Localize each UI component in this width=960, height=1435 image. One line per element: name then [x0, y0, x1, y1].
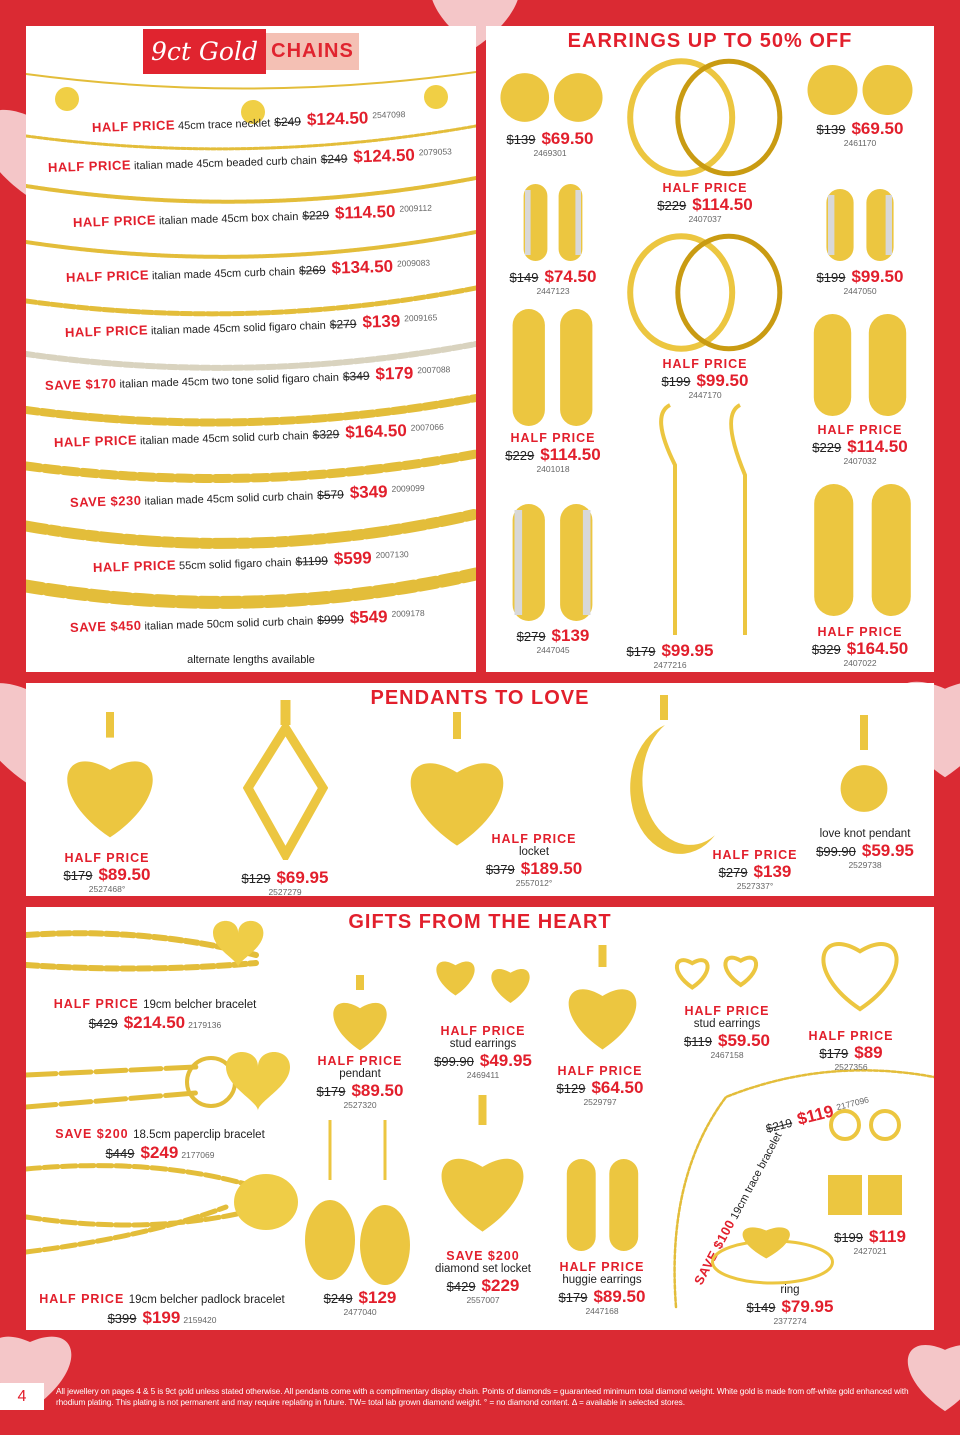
price-row	[25, 1013, 285, 1033]
footer-disclaimer: All jewellery on pages 4 & 5 is 9ct gold unless stated otherwise. All pendants come with a complimentary display chain. Points of diamonds = guaranteed minimum total diamond weight. White gold is made from off-white gold enhanced with rhodium plating. This plating is not permanent and may require replating in future. TW= total lab grown diamond weight. ° = no diamond content. Δ = available in selected stores.	[56, 1386, 909, 1408]
promo-tag: HALF PRICE	[684, 1004, 770, 1018]
promo-tag: HALF PRICE	[817, 423, 903, 437]
promo-tag: HALF PRICE	[662, 357, 748, 371]
product-image[interactable]	[805, 65, 915, 115]
sku-number: 2477040	[343, 1306, 377, 1317]
item-description: italian made 45cm curb chain	[151, 265, 296, 283]
item-description: italian made 50cm solid curb chain	[144, 615, 314, 633]
sale-price: $349	[349, 482, 388, 503]
sku-number: 2547098	[372, 109, 406, 121]
sale-price: $79.95	[781, 1296, 834, 1316]
original-price: $349	[342, 368, 370, 384]
price-row	[770, 639, 950, 659]
item-description: stud earrings	[449, 1038, 517, 1050]
original-price: $229	[505, 448, 535, 463]
earrings-product[interactable]	[463, 431, 643, 474]
sale-price: $59.50	[717, 1030, 770, 1050]
sku-number: 2007066	[410, 421, 444, 433]
promo-tag: HALF PRICE	[53, 432, 138, 450]
price-row	[17, 865, 197, 885]
original-price: $99.90	[816, 843, 856, 859]
product-image[interactable]	[555, 945, 650, 1055]
product-image[interactable]	[505, 305, 600, 430]
product-image[interactable]	[805, 310, 915, 420]
promo-tag: HALF PRICE	[92, 557, 177, 575]
sale-price: $124.50	[306, 108, 369, 130]
price-row	[615, 371, 795, 391]
original-price: $149	[746, 1299, 776, 1315]
sale-price: $229	[481, 1275, 520, 1295]
price-row	[32, 1308, 292, 1328]
sale-price: $99.95	[661, 641, 714, 660]
product-image[interactable]	[425, 1095, 540, 1245]
necklet-disc	[55, 87, 79, 111]
promo-tag: HALF PRICE	[53, 997, 139, 1011]
price-row	[444, 859, 624, 879]
product-image[interactable]	[820, 185, 900, 265]
sku-number: 2007088	[417, 364, 451, 376]
pendants-product[interactable]	[195, 868, 375, 897]
original-price: $229	[302, 207, 330, 223]
item-description: italian made 45cm solid figaro chain	[150, 319, 326, 338]
item-description: ring	[780, 1284, 800, 1296]
sku-number: 2407037	[688, 213, 722, 224]
earrings-product[interactable]	[615, 357, 795, 400]
sku-number: 2527279	[268, 886, 302, 897]
original-price: $279	[329, 316, 357, 332]
promo-tag: HALF PRICE	[491, 832, 577, 846]
sale-price: $139	[551, 626, 590, 645]
gifts-product[interactable]	[700, 1284, 880, 1326]
sku-number: 2527337°	[736, 880, 774, 891]
product-image[interactable]	[668, 945, 765, 995]
original-price: $179	[626, 644, 656, 659]
promo-tag: SAVE $200	[446, 1249, 520, 1263]
sale-price: $99.50	[851, 267, 904, 286]
sale-price: $59.95	[861, 840, 914, 860]
sale-price: $249	[140, 1142, 179, 1162]
sale-price: $89	[854, 1043, 883, 1062]
product-image[interactable]	[620, 55, 790, 180]
chain-line	[26, 178, 476, 202]
promo-tag: HALF PRICE	[64, 851, 150, 865]
promo-tag: SAVE $170	[44, 375, 117, 393]
price-row	[700, 1297, 880, 1317]
original-price: $279	[718, 865, 748, 880]
item-description: italian made 45cm two tone solid figaro chain	[119, 371, 340, 391]
padlock-bracelet-chain	[26, 1166, 266, 1252]
sale-price: $69.95	[276, 868, 329, 887]
paperclip-bracelet-chain	[26, 1067, 196, 1107]
price-row	[460, 129, 640, 149]
sale-price: $119	[795, 1101, 836, 1129]
sku-number: 2159420	[183, 1314, 217, 1325]
sale-price: $99.50	[696, 371, 749, 390]
sku-number: 2009099	[391, 482, 425, 494]
sku-number: 2447050	[843, 285, 877, 296]
page-number: 4	[0, 1383, 44, 1410]
item-description: huggie earrings	[562, 1274, 642, 1286]
original-price: $179	[63, 868, 93, 883]
original-price: $139	[506, 132, 536, 147]
original-price: $999	[316, 612, 345, 628]
original-price: $249	[323, 1291, 353, 1306]
promo-tag: HALF PRICE	[662, 181, 748, 195]
original-price: $379	[485, 861, 515, 877]
earrings-title: EARRINGS UP TO 50% OFF	[567, 30, 853, 52]
original-price: $219	[764, 1115, 794, 1136]
chains-logo: 9ct Gold	[143, 29, 266, 74]
promo-tag: SAVE $450	[69, 617, 142, 635]
price-row	[761, 1043, 941, 1063]
sale-price: $179	[375, 363, 414, 384]
promo-tag: HALF PRICE	[72, 212, 157, 230]
sku-number: 2447168	[585, 1305, 619, 1316]
promo-tag: HALF PRICE	[557, 1064, 643, 1078]
product-image[interactable]	[820, 1105, 910, 1220]
sku-number: 2401018	[536, 463, 570, 474]
original-price: $399	[107, 1310, 137, 1326]
gifts-product[interactable]	[25, 995, 285, 1033]
promo-tag: HALF PRICE	[91, 117, 176, 135]
original-price: $199	[661, 374, 691, 389]
sale-price: $114.50	[540, 445, 601, 464]
earrings-product[interactable]	[463, 267, 643, 296]
product-image[interactable]	[428, 940, 538, 1015]
product-image[interactable]	[630, 395, 790, 640]
sku-number: 2377274	[773, 1315, 807, 1326]
sale-price: $114.50	[692, 195, 753, 214]
item-description: 19cm trace bracelet	[728, 1130, 785, 1222]
promo-tag: HALF PRICE	[510, 431, 596, 445]
sku-number: 2527468°	[88, 883, 126, 894]
chains-footnote: alternate lengths available	[187, 654, 315, 666]
product-image[interactable]	[243, 700, 328, 860]
price-row	[512, 1287, 692, 1307]
original-price: $269	[298, 262, 326, 278]
original-price: $249	[274, 114, 302, 130]
gifts-product[interactable]	[30, 1125, 290, 1163]
necklet-disc	[424, 85, 448, 109]
gifts-product[interactable]	[512, 1260, 692, 1316]
original-price: $199	[834, 1230, 864, 1245]
sku-number: 2469301	[533, 147, 567, 158]
original-price: $229	[657, 198, 687, 213]
sku-number: 2447123	[536, 285, 570, 296]
item-description: italian made 45cm solid curb chain	[139, 429, 309, 448]
pendants-product[interactable]	[444, 832, 624, 888]
earrings-product[interactable]	[615, 181, 795, 224]
chain-line	[26, 72, 476, 89]
original-price: $1199	[295, 553, 329, 569]
sale-price: $134.50	[331, 256, 394, 278]
price-row	[463, 445, 643, 465]
chain-line	[26, 574, 476, 602]
promo-tag: HALF PRICE	[808, 1029, 894, 1043]
product-image[interactable]	[498, 70, 605, 125]
sku-number: 2529738	[848, 859, 882, 870]
gifts-product[interactable]	[761, 1029, 941, 1072]
sale-price: $114.50	[847, 437, 908, 456]
sku-number: 2079053	[418, 146, 452, 158]
gifts-title: GIFTS FROM THE HEART	[348, 911, 612, 933]
chain-line	[26, 514, 476, 543]
sale-price: $599	[333, 548, 372, 569]
sku-number: 2179136	[188, 1019, 222, 1030]
original-price: $579	[316, 487, 345, 503]
item-description: 45cm trace necklet	[177, 117, 271, 133]
original-price: $429	[88, 1015, 118, 1031]
item-description: stud earrings	[693, 1018, 761, 1030]
original-price: $149	[509, 270, 539, 285]
sale-price: $164.50	[846, 639, 909, 658]
original-price: $199	[816, 270, 846, 285]
sale-price: $64.50	[591, 1078, 644, 1097]
promo-tag: HALF PRICE	[317, 1054, 403, 1068]
pendants-product[interactable]	[17, 851, 197, 894]
sku-number: 2427021	[853, 1245, 887, 1256]
product-image[interactable]	[560, 1155, 645, 1255]
sale-price: $549	[349, 607, 388, 628]
product-image[interactable]	[838, 715, 890, 820]
original-price: $179	[316, 1083, 346, 1099]
sale-price: $49.95	[479, 1050, 532, 1070]
product-image[interactable]	[805, 480, 920, 620]
promo-tag: SAVE $100	[690, 1217, 738, 1288]
sale-price: $124.50	[353, 145, 416, 167]
item-description: 19cm belcher bracelet	[143, 999, 257, 1011]
chains-title: CHAINS	[266, 33, 359, 70]
sale-price: $164.50	[345, 420, 408, 442]
sale-price: $189.50	[520, 858, 583, 878]
product-image[interactable]	[315, 975, 405, 1050]
promo-tag: SAVE $200	[55, 1127, 129, 1141]
original-price: $249	[320, 151, 348, 167]
item-description: love knot pendant	[819, 828, 911, 840]
original-price: $229	[812, 440, 842, 455]
price-row	[580, 641, 760, 661]
sku-number: 2009178	[391, 607, 425, 619]
sku-number: 2529797	[583, 1096, 617, 1107]
price-row	[775, 841, 955, 861]
product-image[interactable]	[620, 230, 790, 355]
chain-line	[26, 288, 476, 314]
padlock-charm	[234, 1174, 298, 1230]
price-row	[270, 1081, 450, 1101]
promo-tag: HALF PRICE	[47, 157, 132, 175]
item-description: italian made 45cm solid curb chain	[144, 490, 314, 508]
pendants-product[interactable]	[775, 828, 955, 870]
sku-number: 2177096	[835, 1094, 870, 1113]
sale-price: $114.50	[334, 201, 396, 223]
chain-line	[26, 398, 476, 423]
sku-number: 2447170	[688, 389, 722, 400]
gifts-product[interactable]	[32, 1290, 292, 1328]
sku-number: 2007130	[375, 549, 409, 561]
promo-tag: HALF PRICE	[440, 1024, 526, 1038]
sale-price: $214.50	[123, 1012, 186, 1032]
item-description: pendant	[339, 1068, 381, 1080]
product-image[interactable]	[805, 915, 915, 1020]
sale-price: $89.50	[351, 1080, 404, 1100]
original-price: $129	[556, 1081, 586, 1096]
sku-number: 2009165	[403, 312, 438, 324]
price-row	[30, 1143, 290, 1163]
price-row	[770, 119, 950, 139]
earrings-product[interactable]	[770, 119, 950, 148]
sku-number: 2557007	[466, 1294, 500, 1305]
original-price: $329	[811, 642, 841, 657]
product-image[interactable]	[505, 500, 600, 625]
earrings-product[interactable]	[770, 267, 950, 296]
original-price: $329	[312, 427, 340, 442]
price-row	[770, 437, 950, 457]
original-price: $179	[819, 1046, 849, 1061]
earrings-product[interactable]	[460, 129, 640, 158]
sku-number: 2461170	[843, 137, 877, 148]
item-description: 18.5cm paperclip bracelet	[133, 1129, 265, 1141]
sku-number: 2407022	[843, 657, 877, 668]
promo-tag: HALF PRICE	[65, 267, 150, 285]
item-description: diamond set locket	[435, 1263, 531, 1275]
sku-number: 2467158	[710, 1049, 744, 1060]
promo-tag: HALF PRICE	[559, 1260, 645, 1274]
original-price: $449	[105, 1145, 135, 1161]
promo-tag: HALF PRICE	[64, 322, 149, 340]
original-price: $279	[516, 629, 546, 644]
product-title-line	[30, 1125, 290, 1143]
promo-tag: SAVE $230	[69, 492, 142, 510]
original-price: $129	[241, 871, 271, 886]
pendants-title: PENDANTS TO LOVE	[370, 687, 590, 709]
sku-number: 2527356	[834, 1061, 868, 1072]
sale-price: $69.50	[851, 119, 904, 138]
product-image[interactable]	[615, 695, 715, 860]
sale-price: $89.50	[98, 865, 151, 884]
item-description: italian made 45cm beaded curb chain	[133, 154, 317, 173]
sku-number: 2009112	[399, 202, 432, 214]
sale-price: $139	[362, 311, 401, 332]
sku-number: 2469411	[466, 1069, 500, 1080]
original-price: $179	[558, 1289, 588, 1305]
original-price: $119	[684, 1033, 712, 1049]
sku-number: 2447045	[536, 644, 570, 655]
item-description: italian made 45cm box chain	[158, 210, 299, 228]
promo-tag: HALF PRICE	[817, 625, 903, 639]
sale-price: $199	[142, 1307, 181, 1327]
price-row	[195, 868, 375, 888]
promo-tag: HALF PRICE	[712, 848, 798, 862]
price-row	[615, 195, 795, 215]
original-price: $429	[446, 1278, 476, 1294]
item-description: locket	[518, 846, 550, 858]
price-row	[770, 267, 950, 287]
sale-price: $89.50	[593, 1286, 646, 1306]
sale-price: $74.50	[544, 267, 597, 286]
sale-price: $129	[358, 1288, 397, 1307]
price-row	[463, 267, 643, 287]
original-price: $139	[816, 122, 846, 137]
sku-number: 2557012°	[515, 877, 553, 888]
sku-number: 2527320	[343, 1099, 377, 1110]
chain-line	[26, 454, 476, 479]
product-image[interactable]	[50, 712, 170, 840]
sale-price: $119	[869, 1227, 906, 1246]
sku-number: 2009083	[396, 257, 431, 269]
chain-line	[26, 232, 476, 257]
product-title-line	[25, 995, 285, 1013]
product-image[interactable]	[518, 180, 588, 265]
earrings-product[interactable]	[770, 423, 950, 466]
promo-tag: HALF PRICE	[39, 1292, 125, 1306]
item-description: 55cm solid figaro chain	[178, 556, 292, 573]
product-title-line	[32, 1290, 292, 1308]
sale-price: $139	[753, 862, 792, 881]
item-description: 19cm belcher padlock bracelet	[128, 1294, 285, 1306]
product-image[interactable]	[710, 1220, 835, 1290]
sale-price: $69.50	[541, 129, 594, 148]
sku-number: 2407032	[843, 455, 877, 466]
sku-number: 2177069	[181, 1149, 215, 1160]
original-price: $99.90	[434, 1053, 474, 1069]
product-image[interactable]	[392, 712, 522, 847]
earrings-product[interactable]	[580, 641, 760, 670]
sku-number: 2477216	[653, 659, 687, 670]
earrings-product[interactable]	[770, 625, 950, 668]
